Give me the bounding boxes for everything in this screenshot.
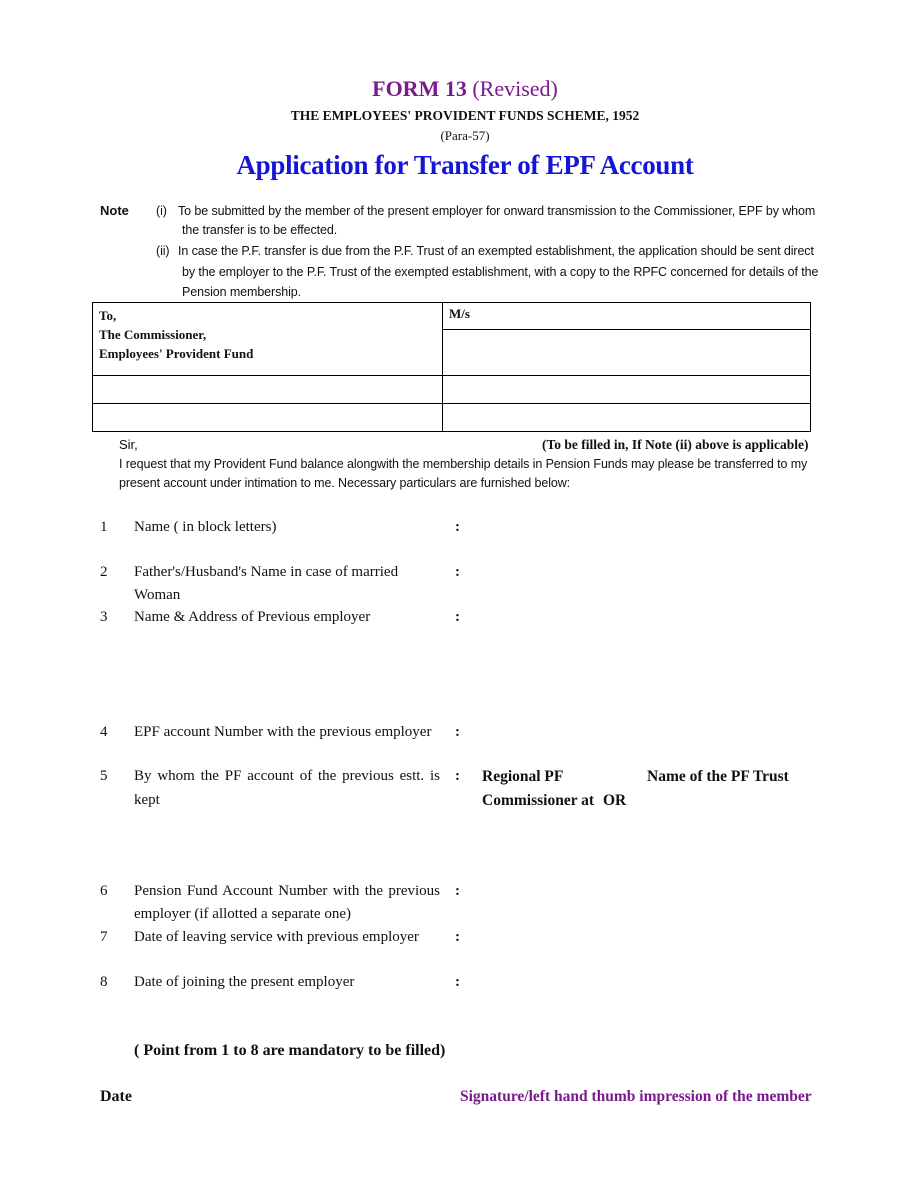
form-revision: (Revised) xyxy=(472,76,558,101)
epf-line: Employees' Provident Fund xyxy=(99,346,254,361)
item-label-pf-kept-by: By whom the PF account of the previous estt. is xyxy=(134,768,440,784)
item-label-father-husband-cont: Woman xyxy=(134,587,181,603)
pf-trust-label: Name of the PF Trust xyxy=(647,768,789,785)
regional-pf-line2: Commissioner at xyxy=(482,792,595,809)
commissioner-line: The Commissioner, xyxy=(99,327,207,342)
item-label-father-husband: Father's/Husband's Name in case of married xyxy=(134,564,399,580)
to-address-cell xyxy=(93,303,443,376)
request-line2: present account under intimation to me. Necessary particulars are furnished below: xyxy=(119,476,571,490)
scheme-name: THE EMPLOYEES' PROVIDENT FUNDS SCHEME, 1952 xyxy=(290,108,640,123)
signature-label: Signature/left hand thumb impression of the member xyxy=(460,1088,812,1105)
item-colon-4: : xyxy=(455,724,460,740)
item-colon-6: : xyxy=(455,883,460,899)
ms-label-cell xyxy=(443,303,811,330)
item-number-5: 5 xyxy=(100,768,108,784)
note-i-line2: the transfer is to be effected. xyxy=(182,223,338,237)
item-number-4: 4 xyxy=(100,724,108,740)
or-label: OR xyxy=(603,792,627,809)
note-ii-line2: by the employer to the P.F. Trust of the exempted establishment, with a copy to the RPFC concerned for details of the xyxy=(182,265,819,279)
form-number-label: FORM 13 xyxy=(372,76,467,101)
item-colon-5: : xyxy=(455,768,460,784)
regional-pf-line1: Regional PF xyxy=(482,768,564,785)
form-number xyxy=(0,76,900,102)
item-label-date-joining: Date of joining the present employer xyxy=(134,974,355,990)
address-table xyxy=(92,302,811,432)
item-label-epf-account: EPF account Number with the previous employer xyxy=(134,724,432,740)
page-title: Application for Transfer of EPF Account xyxy=(236,150,694,180)
note-i-line1: To be submitted by the member of the present employer for onward transmission to the Commissioner, EPF by whom xyxy=(178,204,816,218)
item-label-date-leaving: Date of leaving service with previous employer xyxy=(134,929,419,945)
salutation: Sir, xyxy=(119,437,138,452)
note-marker-ii: (ii) xyxy=(156,244,170,258)
item-colon-3: : xyxy=(455,609,460,625)
address-blank-cell-left-2[interactable] xyxy=(93,404,443,432)
para-reference: (Para-57) xyxy=(440,128,490,143)
item-number-2: 2 xyxy=(100,564,108,580)
item-number-1: 1 xyxy=(100,519,108,535)
item-label-previous-employer: Name & Address of Previous employer xyxy=(134,609,371,625)
address-blank-cell-right-2[interactable] xyxy=(443,404,811,432)
address-blank-cell-left-1[interactable] xyxy=(93,376,443,404)
ms-label: M/s xyxy=(449,306,470,321)
date-label: Date xyxy=(100,1088,132,1105)
item-colon-8: : xyxy=(455,974,460,990)
to-line: To, xyxy=(99,308,117,323)
item-colon-2: : xyxy=(455,564,460,580)
request-line1: I request that my Provident Fund balance alongwith the membership details in Pension Funds may please be transferred to my xyxy=(119,457,808,471)
item-label-pension-account-cont: employer (if allotted a separate one) xyxy=(134,906,351,922)
item-number-6: 6 xyxy=(100,883,108,899)
item-label-pension-account: Pension Fund Account Number with the previous xyxy=(134,883,440,899)
ms-input-cell[interactable] xyxy=(443,330,811,376)
item-colon-1: : xyxy=(455,519,460,535)
note-label: Note xyxy=(100,203,129,218)
item-number-7: 7 xyxy=(100,929,108,945)
item-label-name: Name ( in block letters) xyxy=(134,519,277,535)
item-colon-7: : xyxy=(455,929,460,945)
note-marker-i: (i) xyxy=(156,204,167,218)
filled-note: (To be filled in, If Note (ii) above is applicable) xyxy=(542,437,809,452)
note-ii-line3: Pension membership. xyxy=(182,285,301,299)
mandatory-note: ( Point from 1 to 8 are mandatory to be filled) xyxy=(134,1042,446,1059)
address-blank-cell-right-1[interactable] xyxy=(443,376,811,404)
note-ii-line1: In case the P.F. transfer is due from the P.F. Trust of an exempted establishment, the application should be sent direct xyxy=(178,244,814,258)
item-number-8: 8 xyxy=(100,974,108,990)
item-label-pf-kept-by-cont: kept xyxy=(134,792,160,808)
item-number-3: 3 xyxy=(100,609,108,625)
